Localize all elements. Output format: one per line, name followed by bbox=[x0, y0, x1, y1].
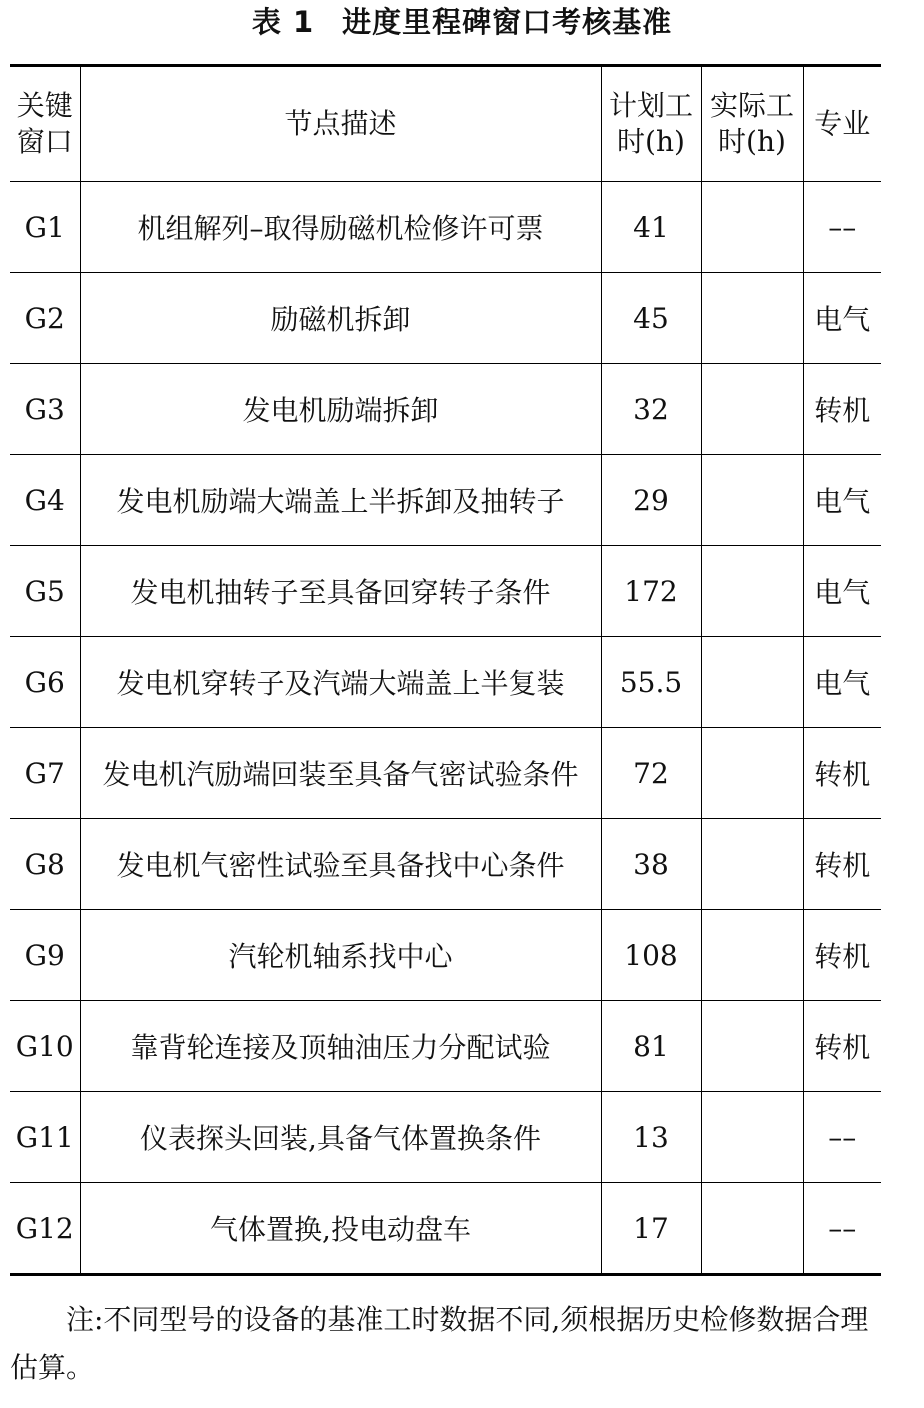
table-row bbox=[10, 1001, 881, 1092]
node-description-cell: 发电机励端大端盖上半拆卸及抽转子 bbox=[80, 455, 601, 546]
discipline-cell: –– bbox=[803, 1092, 881, 1183]
discipline-cell: 转机 bbox=[803, 728, 881, 819]
actual-hours-cell bbox=[701, 364, 803, 455]
table-row bbox=[10, 273, 881, 364]
table-row bbox=[10, 1183, 881, 1275]
actual-hours-cell bbox=[701, 1183, 803, 1275]
planned-hours-cell: 17 bbox=[601, 1183, 701, 1275]
discipline-cell: –– bbox=[803, 1183, 881, 1275]
table-row bbox=[10, 455, 881, 546]
actual-hours-cell bbox=[701, 273, 803, 364]
planned-hours-cell: 45 bbox=[601, 273, 701, 364]
header-planned-hours: 计划工时(h) bbox=[601, 66, 701, 182]
node-description-cell: 发电机汽励端回装至具备气密试验条件 bbox=[80, 728, 601, 819]
actual-hours-cell bbox=[701, 1001, 803, 1092]
planned-hours-cell: 29 bbox=[601, 455, 701, 546]
planned-hours-cell: 38 bbox=[601, 819, 701, 910]
table-row bbox=[10, 1092, 881, 1183]
key-window-cell: G4 bbox=[10, 455, 80, 546]
key-window-cell: G5 bbox=[10, 546, 80, 637]
planned-hours-cell: 32 bbox=[601, 364, 701, 455]
discipline-cell: 电气 bbox=[803, 637, 881, 728]
key-window-cell: G9 bbox=[10, 910, 80, 1001]
key-window-cell: G2 bbox=[10, 273, 80, 364]
header-row bbox=[10, 66, 881, 182]
key-window-cell: G3 bbox=[10, 364, 80, 455]
node-description-cell: 靠背轮连接及顶轴油压力分配试验 bbox=[80, 1001, 601, 1092]
node-description-cell: 仪表探头回装,具备气体置换条件 bbox=[80, 1092, 601, 1183]
table-row bbox=[10, 546, 881, 637]
actual-hours-cell bbox=[701, 910, 803, 1001]
discipline-cell: 电气 bbox=[803, 546, 881, 637]
node-description-cell: 机组解列–取得励磁机检修许可票 bbox=[80, 182, 601, 273]
node-description-cell: 发电机穿转子及汽端大端盖上半复装 bbox=[80, 637, 601, 728]
key-window-cell: G7 bbox=[10, 728, 80, 819]
table-note: 注:不同型号的设备的基准工时数据不同,须根据历史检修数据合理估算。 bbox=[10, 1303, 869, 1384]
table-row bbox=[10, 364, 881, 455]
table-row bbox=[10, 182, 881, 273]
table-title bbox=[0, 0, 924, 44]
table-row bbox=[10, 819, 881, 910]
key-window-cell: G1 bbox=[10, 182, 80, 273]
table-row bbox=[10, 637, 881, 728]
node-description-cell: 发电机励端拆卸 bbox=[80, 364, 601, 455]
key-window-cell: G8 bbox=[10, 819, 80, 910]
node-description-cell: 汽轮机轴系找中心 bbox=[80, 910, 601, 1001]
actual-hours-cell bbox=[701, 1092, 803, 1183]
node-description-cell: 发电机气密性试验至具备找中心条件 bbox=[80, 819, 601, 910]
discipline-cell: 转机 bbox=[803, 364, 881, 455]
planned-hours-cell: 172 bbox=[601, 546, 701, 637]
actual-hours-cell bbox=[701, 819, 803, 910]
table-body bbox=[10, 182, 881, 1275]
node-description-cell: 励磁机拆卸 bbox=[80, 273, 601, 364]
actual-hours-cell bbox=[701, 546, 803, 637]
planned-hours-cell: 72 bbox=[601, 728, 701, 819]
planned-hours-cell: 55.5 bbox=[601, 637, 701, 728]
actual-hours-cell bbox=[701, 182, 803, 273]
key-window-cell: G11 bbox=[10, 1092, 80, 1183]
planned-hours-cell: 13 bbox=[601, 1092, 701, 1183]
table-header bbox=[10, 66, 881, 182]
discipline-cell: 电气 bbox=[803, 273, 881, 364]
discipline-cell: 转机 bbox=[803, 910, 881, 1001]
discipline-cell: 电气 bbox=[803, 455, 881, 546]
table-number: 表 1 bbox=[251, 5, 315, 39]
header-key-window: 关键窗口 bbox=[10, 66, 80, 182]
key-window-cell: G12 bbox=[10, 1183, 80, 1275]
planned-hours-cell: 108 bbox=[601, 910, 701, 1001]
discipline-cell: 转机 bbox=[803, 819, 881, 910]
milestone-table bbox=[10, 64, 881, 1276]
header-node-description: 节点描述 bbox=[80, 66, 601, 182]
actual-hours-cell bbox=[701, 637, 803, 728]
actual-hours-cell bbox=[701, 728, 803, 819]
actual-hours-cell bbox=[701, 455, 803, 546]
table-row bbox=[10, 728, 881, 819]
table-caption: 进度里程碑窗口考核基准 bbox=[342, 5, 673, 39]
node-description-cell: 气体置换,投电动盘车 bbox=[80, 1183, 601, 1275]
planned-hours-cell: 41 bbox=[601, 182, 701, 273]
node-description-cell: 发电机抽转子至具备回穿转子条件 bbox=[80, 546, 601, 637]
discipline-cell: 转机 bbox=[803, 1001, 881, 1092]
header-discipline: 专业 bbox=[803, 66, 881, 182]
header-actual-hours: 实际工时(h) bbox=[701, 66, 803, 182]
key-window-cell: G6 bbox=[10, 637, 80, 728]
key-window-cell: G10 bbox=[10, 1001, 80, 1092]
table-row bbox=[10, 910, 881, 1001]
discipline-cell: –– bbox=[803, 182, 881, 273]
planned-hours-cell: 81 bbox=[601, 1001, 701, 1092]
